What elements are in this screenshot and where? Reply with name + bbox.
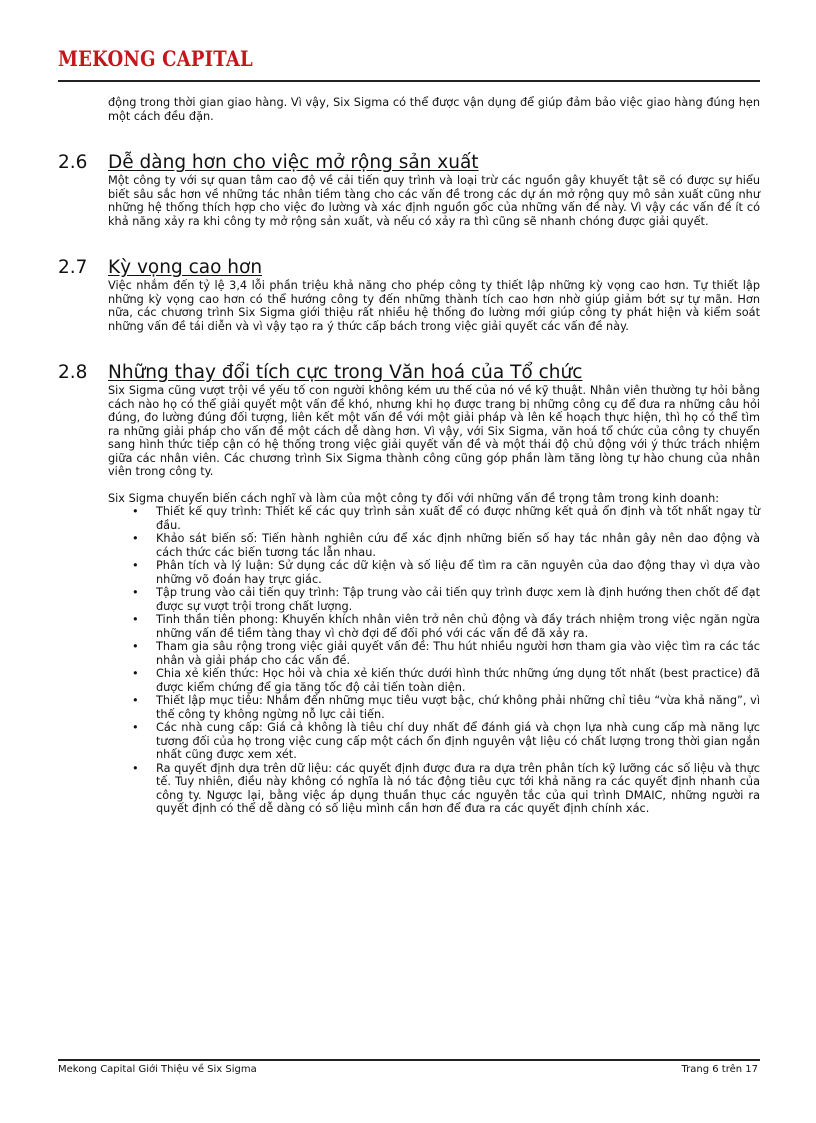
list-item: • Ra quyết định dựa trên dữ liệu: các quyết định được đưa ra dựa trên phân tích kỹ lưỡng các số liệu và thực tế. Tuy nhiên, điều này không có nghĩa là nó tác động tiêu cực tới khả năng ra các quyết định nhanh của công ty. Ngược lại, bằng việc áp dụng thuần thục các nguyên tắc của qui trình DMAIC, những người ra quyết định có thể dễ dàng có số liệu mình cần hơn để đưa ra các quyết định chính xác. bbox=[108, 762, 760, 816]
section-title: Những thay đổi tích cực trong Văn hoá của Tổ chức bbox=[108, 362, 583, 383]
section-number: 2.7 bbox=[58, 257, 88, 278]
list-item: • Thiết kế quy trình: Thiết kế các quy trình sản xuất để có được những kết quả ổn định và tốt nhất ngay từ đầu. bbox=[108, 505, 760, 532]
footer-document-title: Mekong Capital Giới Thiệu về Six Sigma bbox=[58, 1064, 257, 1075]
section-title: Dễ dàng hơn cho việc mở rộng sản xuất bbox=[108, 152, 479, 173]
section-number: 2.6 bbox=[58, 152, 88, 173]
section-paragraph: Six Sigma chuyển biến cách nghĩ và làm của một công ty đối với những vấn đề trọng tâm trong kinh doanh: bbox=[108, 491, 720, 505]
company-logo: MEKONG CAPITAL bbox=[58, 46, 253, 71]
list-item: • Các nhà cung cấp: Giá cả không là tiêu chí duy nhất để đánh giá và chọn lựa nhà cung cấp mà năng lực tương đối của họ trong việc cung cấp một cách ổn định nguyên vật liệu có chất lượng trong thời gian ngắn nhất cũng được xem xét. bbox=[108, 721, 760, 762]
list-item: • Phân tích và lý luận: Sử dụng các dữ kiện và số liệu để tìm ra căn nguyên của dao động thay vì dựa vào những võ đoán hay trực giác. bbox=[108, 559, 760, 586]
section-heading-2-7 bbox=[58, 257, 760, 278]
document-body bbox=[58, 96, 760, 816]
section-number: 2.8 bbox=[58, 362, 88, 383]
section-paragraph: Six Sigma cũng vượt trội về yếu tố con người không kém ưu thế của nó về kỹ thuật. Nhân viên thường tự hỏi bằng cách nào họ có thể giải quyết một vấn đề khó, nhưng khi họ được trang bị những công cụ để đưa ra những câu hỏi đúng, đo lường đúng đối tượng, liên kết một vấn đề với một giải pháp và lên kế hoạch thực hiện, thì họ có thể tìm ra những giải pháp cho vấn đề một cách dễ dàng hơn. Vì vậy, với Six Sigma, văn hoá tổ chức của công ty chuyển sang hình thức tiếp cận có hệ thống trong việc giải quyết vấn đề và một thái độ chủ động với ý thức trách nhiệm giữa các nhân viên. Các chương trình Six Sigma thành công cũng góp phần làm tăng lòng tự hào chung của nhân viên trong công ty. bbox=[108, 384, 760, 478]
list-item: • Chia xẻ kiến thức: Học hỏi và chia xẻ kiến thức dưới hình thức những ứng dụng tốt nhất (best practice) đã được kiểm chứng để gia tăng tốc độ cải tiến toàn diện. bbox=[108, 667, 760, 694]
header-divider bbox=[58, 80, 760, 82]
bullet-list bbox=[108, 505, 760, 816]
footer-divider bbox=[58, 1059, 760, 1061]
section-title: Kỳ vọng cao hơn bbox=[108, 257, 263, 278]
section-paragraph: Một công ty với sự quan tâm cao độ về cải tiến quy trình và loại trừ các nguồn gây khuyết tật sẽ có được sự hiểu biết sâu sắc hơn về những tác nhân tiềm tàng cho các vấn đề trong các dự án mở rộng quy mô sản xuất cũng như những hệ thống thích hợp cho việc đo lường và xác định nguồn gốc của những vấn đề này. Vì vậy các vấn đề ít có khả năng xảy ra khi công ty mở rộng sản xuất, và nếu có xảy ra thì cũng sẽ nhanh chóng được giải quyết. bbox=[108, 174, 760, 228]
footer-page-number: Trang 6 trên 17 bbox=[681, 1064, 758, 1075]
intro-paragraph: động trong thời gian giao hàng. Vì vậy, Six Sigma có thể được vận dụng để giúp đảm bảo việc giao hàng đúng hẹn một cách đều đặn. bbox=[108, 96, 760, 123]
list-item: • Thiết lập mục tiêu: Nhắm đến những mục tiêu vượt bậc, chứ không phải những chỉ tiêu “vừa khả năng”, vì thế công ty không ngừng nỗ lực cải tiến. bbox=[108, 694, 760, 721]
list-item: • Khảo sát biến số: Tiến hành nghiên cứu để xác định những biến số hay tác nhân gây nên dao động và cách thức các biến tương tác lẫn nhau. bbox=[108, 532, 760, 559]
list-item: • Tinh thần tiên phong: Khuyến khích nhân viên trở nên chủ động và đầy trách nhiệm trong việc ngăn ngừa những vấn đề tiềm tàng thay vì chờ đợi để đối phó với các vấn đề đã xảy ra. bbox=[108, 613, 760, 640]
list-item: • Tham gia sâu rộng trong việc giải quyết vấn đề: Thu hút nhiều người hơn tham gia vào việc tìm ra các tác nhân và giải pháp cho các vấn đề. bbox=[108, 640, 760, 667]
section-heading-2-8 bbox=[58, 362, 760, 383]
section-paragraph: Việc nhắm đến tỷ lệ 3,4 lỗi phần triệu khả năng cho phép công ty thiết lập những kỳ vọng cao hơn. Tự thiết lập những kỳ vọng cao hơn có thể hướng công ty đến những thành tích cao hơn nhờ giúp giảm bớt sự tự mãn. Hơn nữa, các chương trình Six Sigma giới thiệu rất nhiều hệ thống đo lường mới giúp công ty phát hiện và kiểm soát những vấn đề tái diễn và vì vậy tạo ra ý thức cấp bách trong việc giải quyết các vấn đề này. bbox=[108, 279, 760, 333]
list-item: • Tập trung vào cải tiến quy trình: Tập trung vào cải tiến quy trình được xem là định hướng then chốt để đạt được sự vượt trội trong chất lượng. bbox=[108, 586, 760, 613]
section-heading-2-6 bbox=[58, 152, 760, 173]
